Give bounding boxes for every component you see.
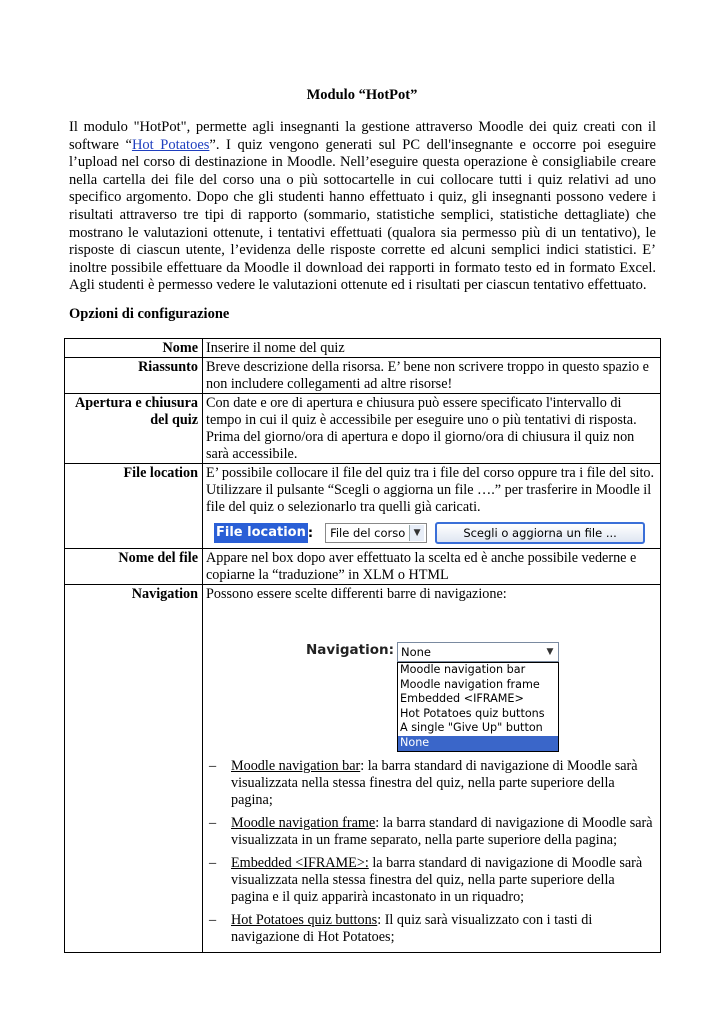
option-description: la barra standard di navigazione di Moodle sarà visualizzata nella stessa finestra del quiz, nella parte superiore della pagina e il quiz apparirà incastonato in un riquadro; (231, 855, 643, 905)
row-value (203, 464, 661, 549)
row-value (203, 585, 661, 953)
table-row (65, 394, 661, 464)
config-table (64, 338, 661, 953)
navigation-option-selected[interactable]: None (398, 736, 558, 751)
file-location-select-value: File del corso (330, 526, 406, 540)
row-value: Breve descrizione della risorsa. E’ bene non scrivere troppo in questo spazio e non includere collegamenti ad altre risorse! (203, 358, 661, 394)
navigation-option[interactable]: Moodle navigation frame (400, 677, 540, 691)
chevron-down-icon: ▼ (546, 647, 554, 657)
table-row (65, 585, 661, 953)
list-dash: – (209, 912, 217, 928)
file-location-colon: : (307, 525, 314, 541)
option-description: : Il quiz sarà visualizzato con i tasti di navigazione di Hot Potatoes; (231, 912, 593, 945)
table-row (65, 464, 661, 549)
navigation-widget (206, 603, 656, 758)
list-dash: – (209, 758, 217, 774)
file-location-widget (214, 521, 656, 545)
row-value: Inserire il nome del quiz (203, 339, 661, 358)
table-row (65, 549, 661, 585)
table-row (65, 339, 661, 358)
hot-potatoes-link[interactable]: Hot Potatoes (131, 136, 210, 153)
navigation-option[interactable]: A single "Give Up" button (400, 721, 543, 735)
navigation-dropdown-list (397, 662, 559, 752)
navigation-option[interactable]: Embedded <IFRAME> (400, 692, 524, 706)
row-label: Navigation (65, 585, 203, 953)
intro-text-before: Il modulo "HotPot", permette agli insegnanti la gestione attraverso Moodle dei quiz creati con il software “ (69, 119, 656, 153)
row-value: Appare nel box dopo aver effettuato la scelta ed è anche possibile vederne e copiarne la “traduzione” in XLM o HTML (203, 549, 661, 585)
option-term: Hot Potatoes quiz buttons (231, 912, 378, 928)
navigation-option[interactable]: Hot Potatoes quiz buttons (400, 706, 545, 720)
intro-paragraph (69, 119, 656, 295)
row-label: Apertura e chiusura del quiz (65, 394, 203, 464)
list-item (206, 912, 656, 946)
choose-file-button[interactable]: Scegli o aggiorna un file ... (435, 522, 645, 544)
row-label: Nome del file (65, 549, 203, 585)
list-item (206, 855, 656, 906)
file-location-label: File location (214, 523, 308, 543)
intro-text-after: ”. I quiz vengono generati sul PC dell'insegnante e occorre poi eseguire l’upload nel corso di destinazione in Moodle. Nell’eseguire questa operazione è consigliabile creare nella cartella dei file del corso una o più sottocartelle in cui collocare tutti i quiz relativi ad uno specifico argomento. Dopo che gli studenti hanno effettuato i quiz, gli insegnanti possono vedere i risultati attraverso tre tipi di rapporto (sommario, statistiche semplici, statistiche dettagliate) che mostrano le valutazioni ottenute, i tentativi effettuati (qualora sia permesso più di un tentativo), le risposte di ciascun utente, l’evidenza delle risposte corrette ed alcuni semplici indici statistici. E’ inoltre possibile effettuare da Moodle il download dei rapporti in formato testo ed in formato Excel. Agli studenti è permesso vedere le valutazioni ottenute ed i risultati per ciascun tentativo effettuato. (69, 136, 656, 294)
chevron-down-icon: ▼ (409, 525, 424, 541)
row-value: Con date e ore di apertura e chiusura può essere specificato l'intervallo di tempo in cui il quiz è accessibile per eseguire uno o più tentativi di risposta. Prima del giorno/ora di apertura e dopo il giorno/ora di chiusura il quiz non sarà accessibile. (203, 394, 661, 464)
navigation-select[interactable] (397, 642, 559, 662)
row-label: File location (65, 464, 203, 549)
option-term: Embedded <IFRAME>: (231, 855, 369, 871)
row-label: Riassunto (65, 358, 203, 394)
navigation-option[interactable]: Moodle navigation bar (400, 663, 526, 676)
option-term: Moodle navigation bar (231, 758, 361, 774)
option-term: Moodle navigation frame (231, 815, 376, 831)
section-title: Opzioni di configurazione (69, 306, 230, 322)
option-description: : la barra standard di navigazione di Moodle sarà visualizzata nella stessa finestra del quiz, nella parte superiore della pagina; (231, 758, 638, 808)
page-title: Modulo “HotPot” (306, 87, 418, 103)
navigation-intro-text: Possono essere scelte differenti barre di navigazione: (206, 586, 507, 602)
navigation-options-list (206, 758, 656, 946)
file-location-select[interactable] (325, 523, 427, 543)
table-row (65, 358, 661, 394)
list-item (206, 758, 656, 809)
option-description: : la barra standard di navigazione di Moodle sarà visualizzata in un frame separato, nella parte superiore della pagina; (231, 815, 653, 848)
list-dash: – (209, 815, 217, 831)
navigation-select-value: None (401, 645, 432, 659)
list-dash: – (209, 855, 217, 871)
file-location-text: E’ possibile collocare il file del quiz tra i file del corso oppure tra i file del sito. Utilizzare il pulsante “Scegli o aggiorna un file ….” per trasferire in Moodle il file del quiz o selezionarlo tra quelli già caricati. (206, 465, 655, 515)
row-label: Nome (65, 339, 203, 358)
navigation-label: Navigation: (306, 642, 394, 658)
list-item (206, 815, 656, 849)
